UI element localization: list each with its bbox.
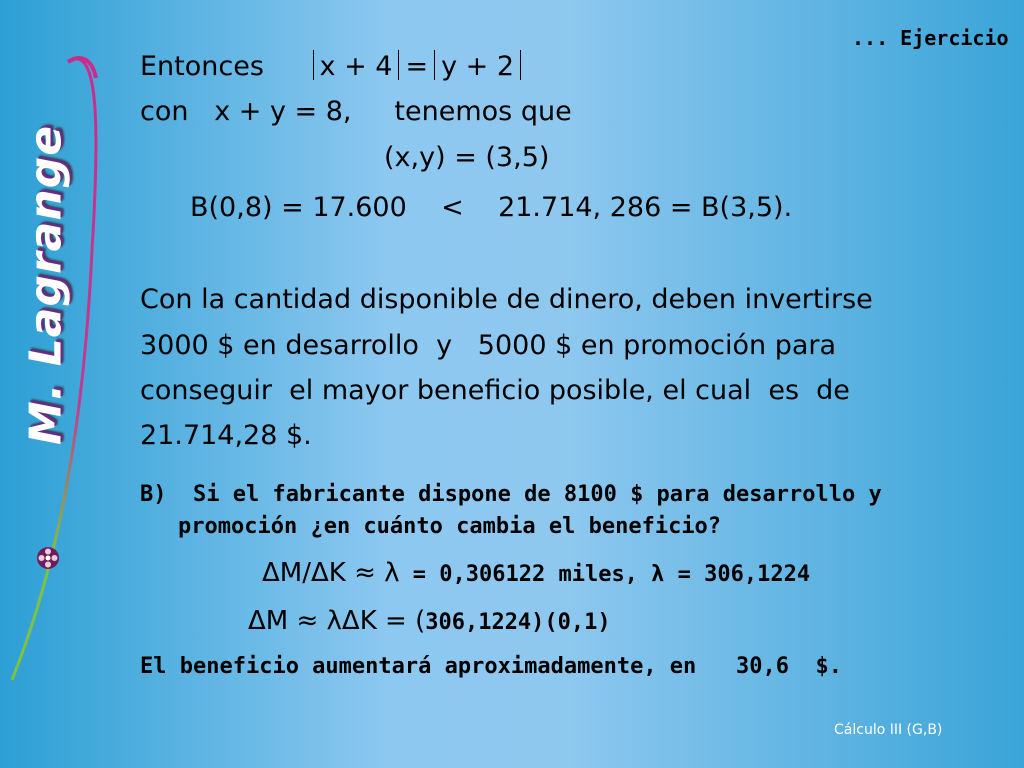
equation-2: [248, 606, 611, 636]
flower-icon: [36, 546, 60, 570]
footer-label: Cálculo III (G,B): [834, 722, 943, 738]
equals-sign: =: [405, 51, 429, 82]
comparison-line: B(0,8) = 17.600 < 21.714, 286 = B(3,5).: [190, 192, 793, 223]
paragraph-line-2: 3000 $ en desarrollo y 5000 $ en promoción para: [140, 330, 837, 361]
conclusion-line: El beneficio aumentará aproximadamente, en 30,6 $.: [140, 654, 842, 679]
entonces-word: Entonces: [140, 51, 264, 82]
abs-right: y + 2: [441, 51, 515, 82]
abs-left: x + 4: [319, 51, 393, 82]
corner-label: ... Ejercicio: [852, 26, 1009, 50]
sidebar-title: M. Lagrange: [20, 124, 72, 446]
equation-2-math: ΔM ≈ λΔK = (: [248, 606, 426, 636]
entonces-line: [140, 50, 527, 82]
abs-bar: [313, 50, 314, 80]
question-line-1: B) Si el fabricante dispone de 8100 $ para desarrollo y: [140, 482, 882, 507]
equation-1-rest: = 0,306122 miles, λ = 306,1224: [399, 562, 811, 587]
paragraph-line-4: 21.714,28 $.: [140, 420, 312, 451]
abs-bar: [434, 50, 435, 80]
abs-bar: [520, 50, 521, 80]
point-line: (x,y) = (3,5): [384, 142, 550, 173]
paragraph-line-3: conseguir el mayor beneficio posible, el cual es de: [140, 375, 850, 406]
equation-2-rest: 306,1224)(0,1): [425, 610, 611, 635]
equation-1: [262, 558, 810, 588]
paragraph-line-1: Con la cantidad disponible de dinero, deben invertirse: [140, 284, 873, 315]
equation-1-math: ΔM/ΔK ≈ λ: [262, 558, 400, 588]
con-line: con x + y = 8, tenemos que: [140, 96, 572, 127]
abs-bar: [398, 50, 399, 80]
question-line-2: promoción ¿en cuánto cambia el beneficio?: [178, 514, 722, 539]
